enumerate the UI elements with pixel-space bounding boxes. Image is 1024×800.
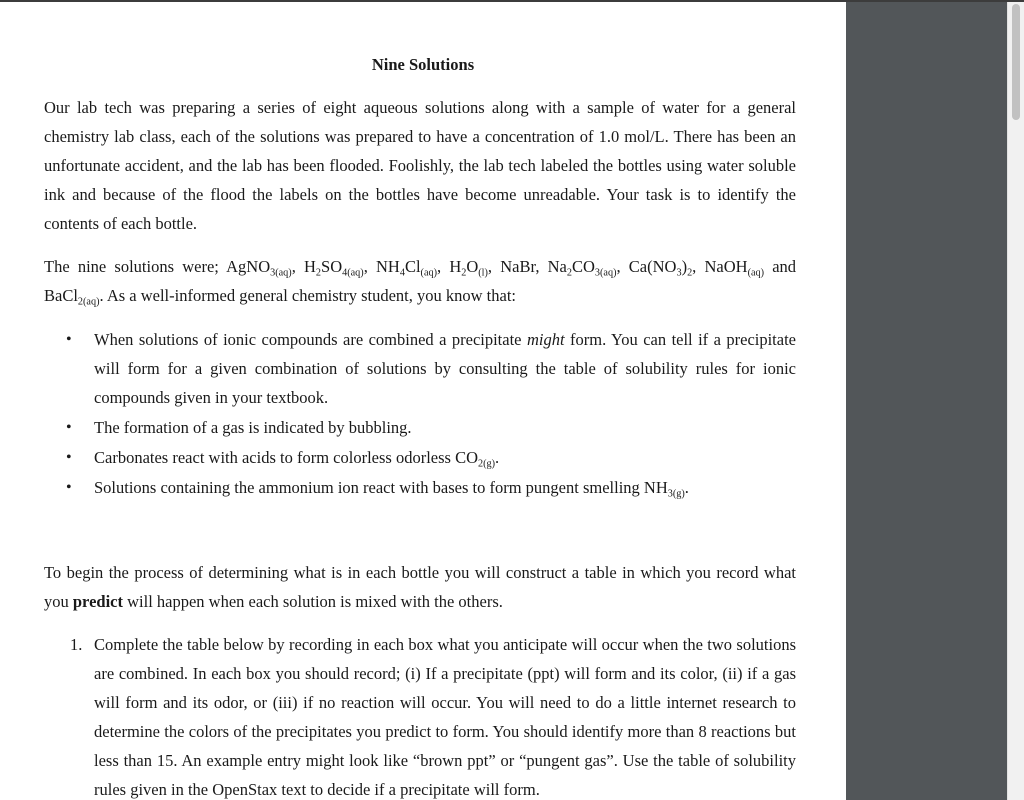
chemical-formula: $H_2SO_{4(aq)}$ bbox=[304, 257, 364, 279]
facts-list bbox=[44, 325, 796, 502]
scrollbar-track[interactable] bbox=[1007, 2, 1024, 800]
predict-paragraph bbox=[44, 558, 796, 616]
fact-text: form. You can tell if a precipitate will form for a given combination of solutions by consulting the table of solubility rules for ionic compounds given in your textbook. bbox=[94, 330, 796, 407]
chemical-formula: NaOH$_{(aq)}$ bbox=[704, 257, 765, 279]
separator: , bbox=[487, 257, 501, 276]
fact-text: Carbonates react with acids to form colorless odorless CO bbox=[94, 448, 478, 467]
chemical-formula: BaCl$_{2(aq)}$ bbox=[44, 286, 100, 308]
chemical-formula: $Ca(NO_3)_2$ bbox=[628, 257, 693, 279]
fact-text: When solutions of ionic compounds are combined a precipitate bbox=[94, 330, 527, 349]
fact-ammonium bbox=[44, 473, 796, 502]
bullet-marker: • bbox=[66, 449, 72, 466]
task-number: 1. bbox=[70, 635, 83, 654]
fact-text: Solutions containing the ammonium ion react with bases to form pungent smelling NH bbox=[94, 478, 668, 497]
document-title: Nine Solutions bbox=[371, 55, 475, 74]
predict-text: will happen when each solution is mixed with the others. bbox=[122, 592, 503, 611]
fact-text: The formation of a gas is indicated by bubbling. bbox=[94, 418, 412, 437]
bullet-marker: • bbox=[66, 419, 72, 436]
bullet-marker: • bbox=[66, 331, 72, 348]
chemical-formula: AgNO$_{3(aq)}$ bbox=[226, 257, 292, 279]
separator: , bbox=[291, 257, 304, 276]
separator: , bbox=[616, 257, 629, 276]
chemical-formula: $NH_4Cl_{(aq)}$ bbox=[376, 257, 437, 279]
solutions-tail: . As a well-informed general chemistry student, you know that: bbox=[99, 286, 517, 305]
separator: , bbox=[535, 257, 548, 276]
fact-precipitate bbox=[44, 325, 796, 412]
fact-text: . bbox=[684, 478, 689, 497]
bullet-marker: • bbox=[66, 479, 72, 496]
separator: and bbox=[764, 257, 797, 276]
separator: , bbox=[692, 257, 705, 276]
solutions-paragraph bbox=[44, 252, 796, 310]
task-item-1 bbox=[44, 630, 796, 800]
scrollbar-thumb[interactable] bbox=[1012, 4, 1020, 120]
task-list bbox=[44, 630, 796, 800]
separator: , bbox=[437, 257, 450, 276]
task-text: Complete the table below by recording in each box what you anticipate will occur when the two solutions are combined. In each box you should record; (i) If a precipitate (ppt) will form and its color, (ii) if a gas will form and its odor, or (iii) if no reaction will occur. You will need to do a little internet research to determine the colors of the precipitates you predict to form. You should identify more than 8 reactions but less than 15. An example entry might look like “brown ppt” or “pungent gas”. Use the table of solubility rules given in the OpenStax text to decide if a precipitate will form. bbox=[94, 635, 796, 799]
intro-paragraph: Our lab tech was preparing a series of eight aqueous solutions along with a sample of water for a general chemistry lab class, each of the solutions was prepared to have a concentration of 1.0 mol/L. There has been an unfortunate accident, and the lab has been flooded. Foolishly, the lab tech labeled the bottles using water soluble ink and because of the flood the labels on the bottles have become unreadable. Your task is to identify the contents of each bottle. bbox=[44, 98, 796, 233]
chemical-formula: $H_2O_{(l)}$ bbox=[449, 257, 488, 279]
chemical-formula: NaBr bbox=[500, 257, 536, 276]
predict-text: To begin the process of determining what is in each bottle you will construct a table in which you record what you bbox=[44, 563, 796, 611]
separator: , bbox=[363, 257, 376, 276]
fact-carbonates bbox=[44, 443, 796, 472]
fact-gas bbox=[44, 413, 796, 442]
solutions-lead: The nine solutions were; bbox=[44, 257, 227, 276]
fact-subscript: 2(g) bbox=[478, 458, 496, 470]
chemical-formula: $Na_2CO_{3(aq)}$ bbox=[547, 257, 617, 279]
predict-emphasis: predict bbox=[72, 592, 123, 611]
document-page bbox=[0, 2, 846, 800]
fact-subscript: 3(g) bbox=[667, 488, 685, 500]
fact-text: . bbox=[495, 448, 500, 467]
fact-emphasis: might bbox=[526, 330, 565, 349]
